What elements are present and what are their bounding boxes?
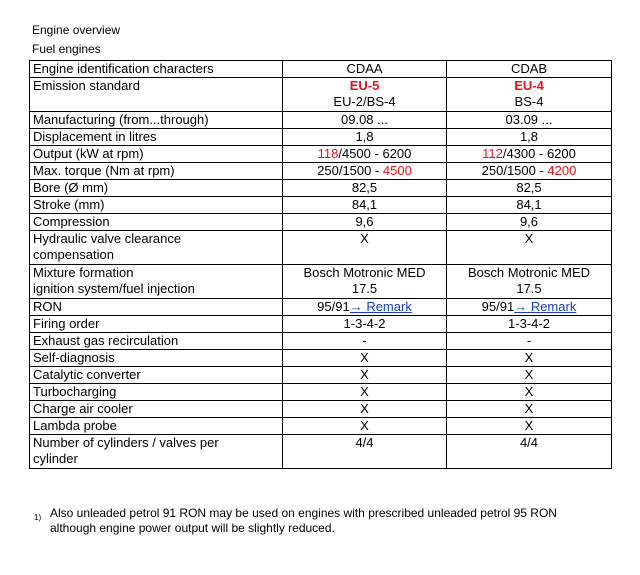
- row-label: Compression: [30, 214, 283, 231]
- table-row: [30, 61, 612, 78]
- emission-primary: EU-4: [514, 78, 544, 93]
- emission-secondary: EU-2/BS-4: [333, 94, 396, 109]
- table-row: [30, 435, 612, 469]
- row-label: Catalytic converter: [30, 367, 283, 384]
- table-row: [30, 299, 612, 316]
- cell-value: [283, 78, 447, 112]
- row-label: RON: [30, 299, 283, 316]
- cell-value: 9,6: [283, 214, 447, 231]
- cell-value: [283, 163, 447, 180]
- row-label: Exhaust gas recirculation: [30, 333, 283, 350]
- table-row: [30, 231, 612, 265]
- cell-value: 9,6: [447, 214, 612, 231]
- cell-value: X: [283, 367, 447, 384]
- value-line: Bosch Motronic MED: [303, 265, 426, 280]
- cell-value: 1-3-4-2: [283, 316, 447, 333]
- highlight-value: 4200: [547, 163, 577, 178]
- cell-value: X: [447, 350, 612, 367]
- cell-value: 84,1: [283, 197, 447, 214]
- row-label-line: compensation: [33, 247, 114, 262]
- row-label: Displacement in litres: [30, 129, 283, 146]
- cell-value: X: [283, 350, 447, 367]
- table-row: [30, 265, 612, 299]
- emission-primary: EU-5: [349, 78, 380, 93]
- row-label: Lambda probe: [30, 418, 283, 435]
- row-label: Bore (Ø mm): [30, 180, 283, 197]
- cell-value: 1,8: [447, 129, 612, 146]
- page-title: Engine overview: [32, 23, 121, 37]
- cell-value: X: [283, 384, 447, 401]
- cell-value: X: [283, 418, 447, 435]
- footnote-text: Also unleaded petrol 91 RON may be used on engines with prescribed unleaded petrol 95 RON although engine power output will be slightly reduced.: [50, 506, 557, 535]
- table-row: [30, 316, 612, 333]
- value-text: 250/1500 -: [481, 163, 548, 178]
- cell-value: 09.08 ...: [283, 112, 447, 129]
- emission-secondary: BS-4: [514, 94, 544, 109]
- highlight-value: 112: [482, 146, 503, 161]
- cell-value: -: [283, 333, 447, 350]
- table-row: [30, 418, 612, 435]
- row-label-line: Hydraulic valve clearance: [33, 231, 182, 246]
- value-line: Bosch Motronic MED: [467, 265, 591, 280]
- cell-value: [447, 146, 612, 163]
- row-label-line: Mixture formation: [33, 265, 134, 280]
- engine-spec-table: [29, 60, 612, 469]
- table-row: [30, 333, 612, 350]
- row-label: Manufacturing (from...through): [30, 112, 283, 129]
- footnote: [34, 506, 594, 536]
- cell-value: X: [447, 367, 612, 384]
- row-label: [30, 265, 283, 299]
- row-label: Engine identification characters: [30, 61, 283, 78]
- cell-value: X: [447, 418, 612, 435]
- row-label: [30, 231, 283, 265]
- table-row: [30, 401, 612, 418]
- table-row: [30, 350, 612, 367]
- cell-value: 82,5: [283, 180, 447, 197]
- table-row: [30, 163, 612, 180]
- row-label: Turbocharging: [30, 384, 283, 401]
- column-header-cdaa: CDAA: [283, 61, 447, 78]
- highlight-value: 118: [317, 146, 339, 161]
- cell-value: [283, 265, 447, 299]
- row-label-line: Number of cylinders / valves per: [33, 435, 219, 450]
- table-row: [30, 146, 612, 163]
- value-text: 95/91: [317, 299, 350, 314]
- row-label: [30, 435, 283, 469]
- cell-value: 4/4: [447, 435, 612, 469]
- cell-value: 1-3-4-2: [447, 316, 612, 333]
- row-label: Firing order: [30, 316, 283, 333]
- cell-value: 82,5: [447, 180, 612, 197]
- row-label: Stroke (mm): [30, 197, 283, 214]
- value-text: /4500 - 6200: [338, 146, 412, 161]
- cell-value: X: [447, 401, 612, 418]
- cell-value: X: [447, 231, 612, 265]
- row-label: Self-diagnosis: [30, 350, 283, 367]
- highlight-value: 4500: [382, 163, 412, 178]
- table-row: [30, 384, 612, 401]
- cell-value: [283, 146, 447, 163]
- cell-value: [447, 299, 612, 316]
- row-label: Emission standard: [30, 78, 283, 112]
- table-row: [30, 367, 612, 384]
- table-row: [30, 78, 612, 112]
- table-row: [30, 180, 612, 197]
- column-header-cdab: CDAB: [447, 61, 612, 78]
- value-line: 17.5: [351, 281, 378, 296]
- table-row: [30, 112, 612, 129]
- row-label: Output (kW at rpm): [30, 146, 283, 163]
- cell-value: 4/4: [283, 435, 447, 469]
- table-row: [30, 197, 612, 214]
- value-text: /4300 - 6200: [502, 146, 576, 161]
- cell-value: [447, 78, 612, 112]
- row-label-line: cylinder: [33, 451, 78, 466]
- cell-value: [447, 265, 612, 299]
- cell-value: 03.09 ...: [447, 112, 612, 129]
- cell-value: -: [447, 333, 612, 350]
- value-text: 95/91: [481, 299, 515, 314]
- value-line: 17.5: [516, 281, 542, 296]
- value-text: 250/1500 -: [317, 163, 383, 178]
- row-label: Max. torque (Nm at rpm): [30, 163, 283, 180]
- remark-link[interactable]: → Remark: [514, 299, 577, 314]
- row-label: Charge air cooler: [30, 401, 283, 418]
- remark-link[interactable]: → Remark: [349, 299, 412, 314]
- cell-value: X: [447, 384, 612, 401]
- table-row: [30, 129, 612, 146]
- cell-value: 1,8: [283, 129, 447, 146]
- page-subtitle: Fuel engines: [32, 42, 101, 56]
- cell-value: [447, 163, 612, 180]
- footnote-marker: 1): [34, 513, 42, 522]
- cell-value: [283, 299, 447, 316]
- cell-value: X: [283, 401, 447, 418]
- row-label-line: ignition system/fuel injection: [33, 281, 195, 296]
- table-row: [30, 214, 612, 231]
- cell-value: X: [283, 231, 447, 265]
- cell-value: 84,1: [447, 197, 612, 214]
